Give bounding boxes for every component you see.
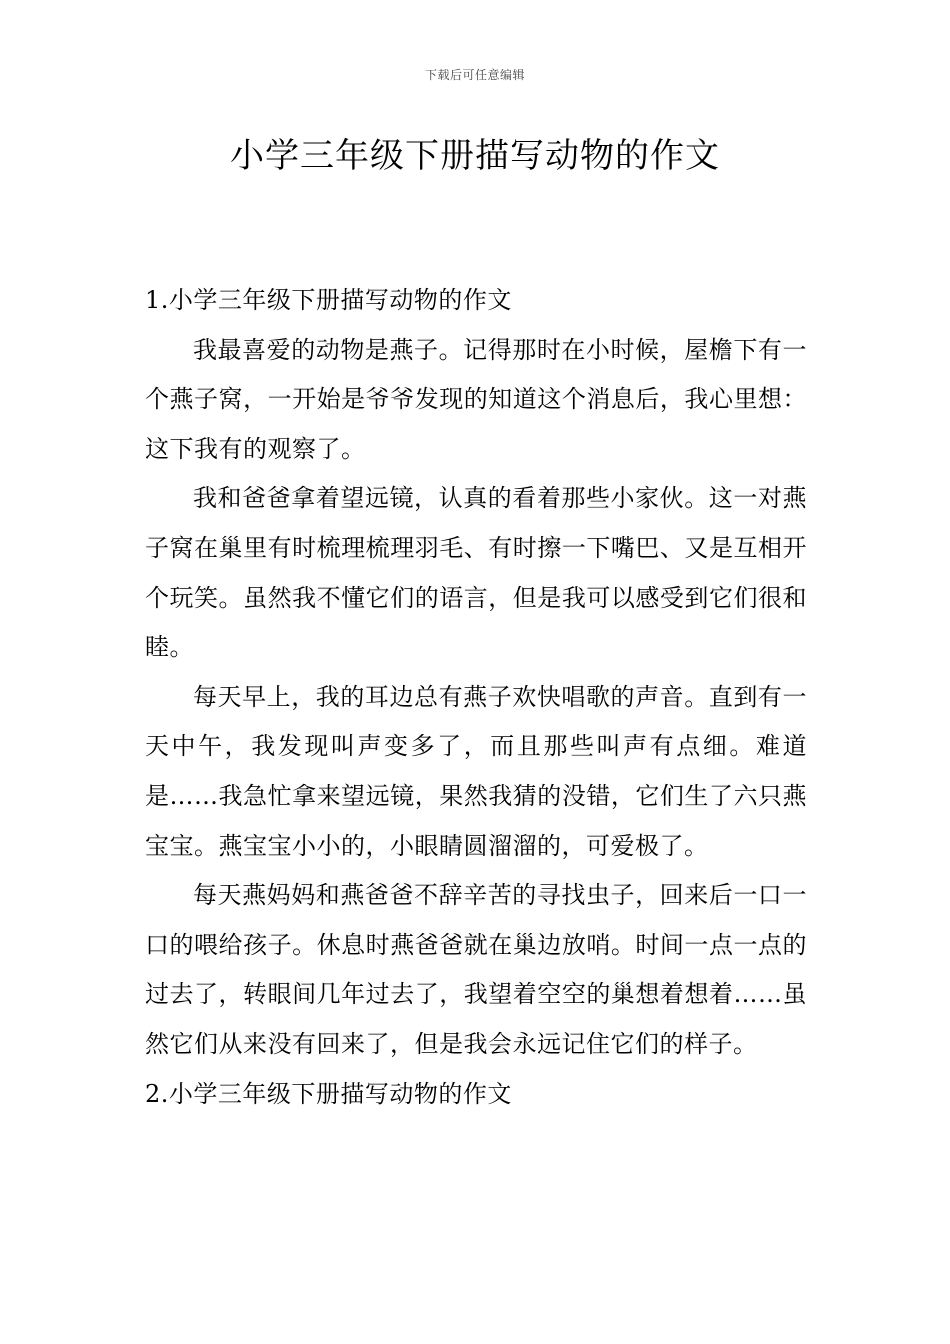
document-body — [145, 276, 807, 1119]
paragraph-1: 我最喜爱的动物是燕子。记得那时在小时候，屋檐下有一个燕子窝，一开始是爷爷发现的知道这个消息后，我心里想：这下我有的观察了。 — [145, 335, 807, 463]
document-title: 小学三年级下册描写动物的作文 — [230, 136, 720, 176]
section-heading-2: 2.小学三年级下册描写动物的作文 — [145, 1079, 512, 1108]
section-heading-1: 1.小学三年级下册描写动物的作文 — [145, 286, 512, 314]
paragraph-4: 每天燕妈妈和燕爸爸不辞辛苦的寻找虫子，回来后一口一口的喂给孩子。休息时燕爸爸就在巢边放哨。时间一点一点的过去了，转眼间几年过去了，我望着空空的巢想着想着……虽然它们从来没有回来了，但是我会永远记住它们的样子。 — [145, 881, 807, 1058]
paragraph-2: 我和爸爸拿着望远镜，认真的看着那些小家伙。这一对燕子窝在巢里有时梳理梳理羽毛、有时擦一下嘴巴、又是互相开个玩笑。虽然我不懂它们的语言，但是我可以感受到它们很和睦。 — [145, 484, 807, 662]
paragraph-3: 每天早上，我的耳边总有燕子欢快唱歌的声音。直到有一天中午，我发现叫声变多了，而且那些叫声有点细。难道是……我急忙拿来望远镜，果然我猜的没错，它们生了六只燕宝宝。燕宝宝小小的，小眼睛圆溜溜的，可爱极了。 — [145, 682, 807, 860]
header-note: 下载后可任意编辑 — [424, 68, 525, 82]
